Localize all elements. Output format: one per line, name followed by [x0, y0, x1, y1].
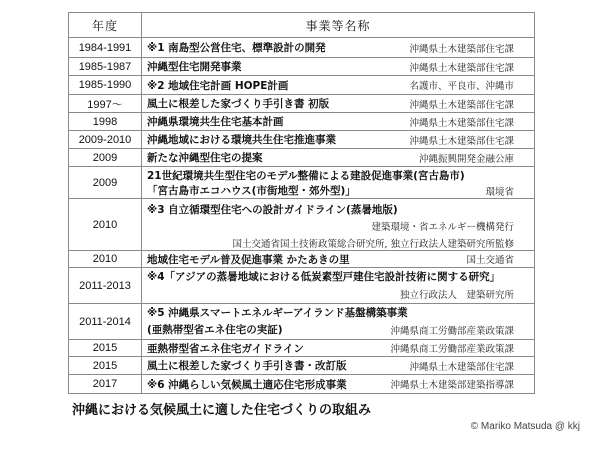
name-cell	[142, 38, 534, 57]
project-name-line2: (亜熱帯型省エネ住宅の実証)	[147, 324, 283, 336]
copyright-credit: © Mariko Matsuda @ kkj	[470, 421, 580, 432]
project-name: ※6 沖縄らしい気候風土適応住宅形成事業	[147, 378, 347, 391]
year-cell: 1985-1987	[69, 58, 142, 75]
year-cell: 2015	[69, 340, 142, 356]
organization: 沖縄県土木建築部住宅課	[409, 117, 514, 129]
year-cell: 2017	[69, 375, 142, 393]
year-cell: 2009	[69, 167, 142, 198]
project-name: ※5 沖縄県スマートエネルギーアイランド基盤構築事業	[147, 306, 408, 319]
year-cell: 2015	[69, 357, 142, 374]
name-line	[147, 217, 514, 235]
year-cell: 2010	[69, 251, 142, 267]
table-row	[69, 149, 534, 167]
year-cell: 2009-2010	[69, 131, 142, 148]
organization-line2: 国土交通省国土技術政策総合研究所, 独立行政法人建築研究所監修	[232, 238, 514, 250]
table-row	[69, 167, 534, 199]
project-name: 沖縄地域における環境共生住宅推進事業	[147, 134, 336, 146]
organization: 沖縄県商工労働部産業政策課	[390, 344, 514, 355]
name-cell	[142, 95, 534, 112]
year-cell: 2011-2013	[69, 268, 142, 303]
organization: 建築環境・省エネルギー機構発行	[371, 222, 514, 233]
organization: 沖縄県商工労働部産業政策課	[390, 325, 514, 337]
name-cell	[142, 131, 534, 148]
table-row	[69, 131, 534, 149]
name-line	[147, 268, 514, 284]
name-cell	[142, 251, 534, 267]
organization: 沖縄県土木建築部住宅課	[409, 135, 514, 147]
name-line	[147, 168, 514, 183]
year-cell: 1985-1990	[69, 76, 142, 94]
name-cell	[142, 375, 534, 393]
name-line	[147, 201, 514, 217]
figure-caption: 沖縄における気候風土に適した住宅づくりの取組み	[72, 403, 372, 418]
project-name: 地域住宅モデル普及促進事業 かたあきの里	[147, 253, 350, 266]
project-name: ※3 自立循環型住宅への設計ガイドライン(蒸暑地版)	[147, 203, 398, 216]
year-cell: 2010	[69, 199, 142, 250]
organization: 環境省	[485, 186, 514, 198]
header-name: 事業等名称	[305, 18, 371, 33]
project-name-line2: 「宮古島市エコハウス(市街地型・郊外型)」	[147, 185, 356, 197]
table-row	[69, 304, 534, 340]
project-name: 風土に根差した家づくり手引き書 初版	[147, 98, 330, 110]
organization: 沖縄県土木建築部建築指導課	[390, 380, 514, 391]
table-header	[69, 13, 534, 38]
organization: 沖縄県土木建築部住宅課	[409, 361, 514, 373]
project-name: ※4「アジアの蒸暑地域における低炭素型戸建住宅設計技術に関する研究」	[147, 270, 501, 283]
name-cell	[142, 76, 534, 94]
name-cell	[142, 199, 534, 250]
project-name: 風土に根差した家づくり手引き書・改訂版	[147, 360, 347, 372]
organization: 沖縄県土木建築部住宅課	[409, 43, 514, 55]
project-name: 沖縄型住宅開発事業	[147, 61, 242, 73]
table-row	[69, 58, 534, 76]
table-row	[69, 113, 534, 131]
name-line	[147, 284, 514, 303]
project-name: ※2 地域住宅計画 HOPE計画	[147, 79, 289, 92]
name-cell	[142, 167, 534, 198]
header-year: 年度	[69, 13, 142, 37]
name-cell	[142, 357, 534, 374]
organization: 国土交通省	[466, 255, 514, 266]
table-row	[69, 95, 534, 113]
table-row	[69, 251, 534, 268]
organization: 独立行政法人 建築研究所	[399, 289, 514, 301]
table-row	[69, 268, 534, 304]
year-cell: 2009	[69, 149, 142, 166]
organization: 名護市、平良市、沖縄市	[409, 81, 514, 92]
project-name: 沖縄県環境共生住宅基本計画	[147, 116, 284, 128]
year-cell: 1997～	[69, 95, 142, 112]
year-cell: 1998	[69, 113, 142, 130]
project-name: 21世紀環境共生型住宅のモデル整備による建設促進事業(宮古島市)	[147, 170, 465, 182]
name-cell	[142, 304, 534, 339]
name-line	[147, 304, 514, 320]
organization: 沖縄県土木建築部住宅課	[409, 62, 514, 74]
name-line	[147, 235, 514, 250]
name-cell	[142, 58, 534, 75]
table-row	[69, 38, 534, 58]
organization: 沖縄振興開発金融公庫	[418, 153, 514, 165]
name-cell	[142, 113, 534, 130]
table-row	[69, 340, 534, 357]
table-row	[69, 357, 534, 375]
organization: 沖縄県土木建築部住宅課	[409, 99, 514, 111]
name-cell	[142, 149, 534, 166]
name-line	[147, 320, 514, 339]
name-cell	[142, 268, 534, 303]
name-cell	[142, 340, 534, 356]
project-name: ※1 南島型公営住宅、標準設計の開発	[147, 42, 326, 54]
year-cell: 2011-2014	[69, 304, 142, 339]
name-line	[147, 183, 514, 198]
project-name: 新たな沖縄型住宅の提案	[147, 152, 263, 164]
project-table	[68, 12, 535, 394]
table-row	[69, 375, 534, 393]
table-row	[69, 76, 534, 95]
year-cell: 1984-1991	[69, 38, 142, 57]
project-name: 亜熱帯型省エネ住宅ガイドライン	[147, 342, 304, 355]
table-row	[69, 199, 534, 251]
